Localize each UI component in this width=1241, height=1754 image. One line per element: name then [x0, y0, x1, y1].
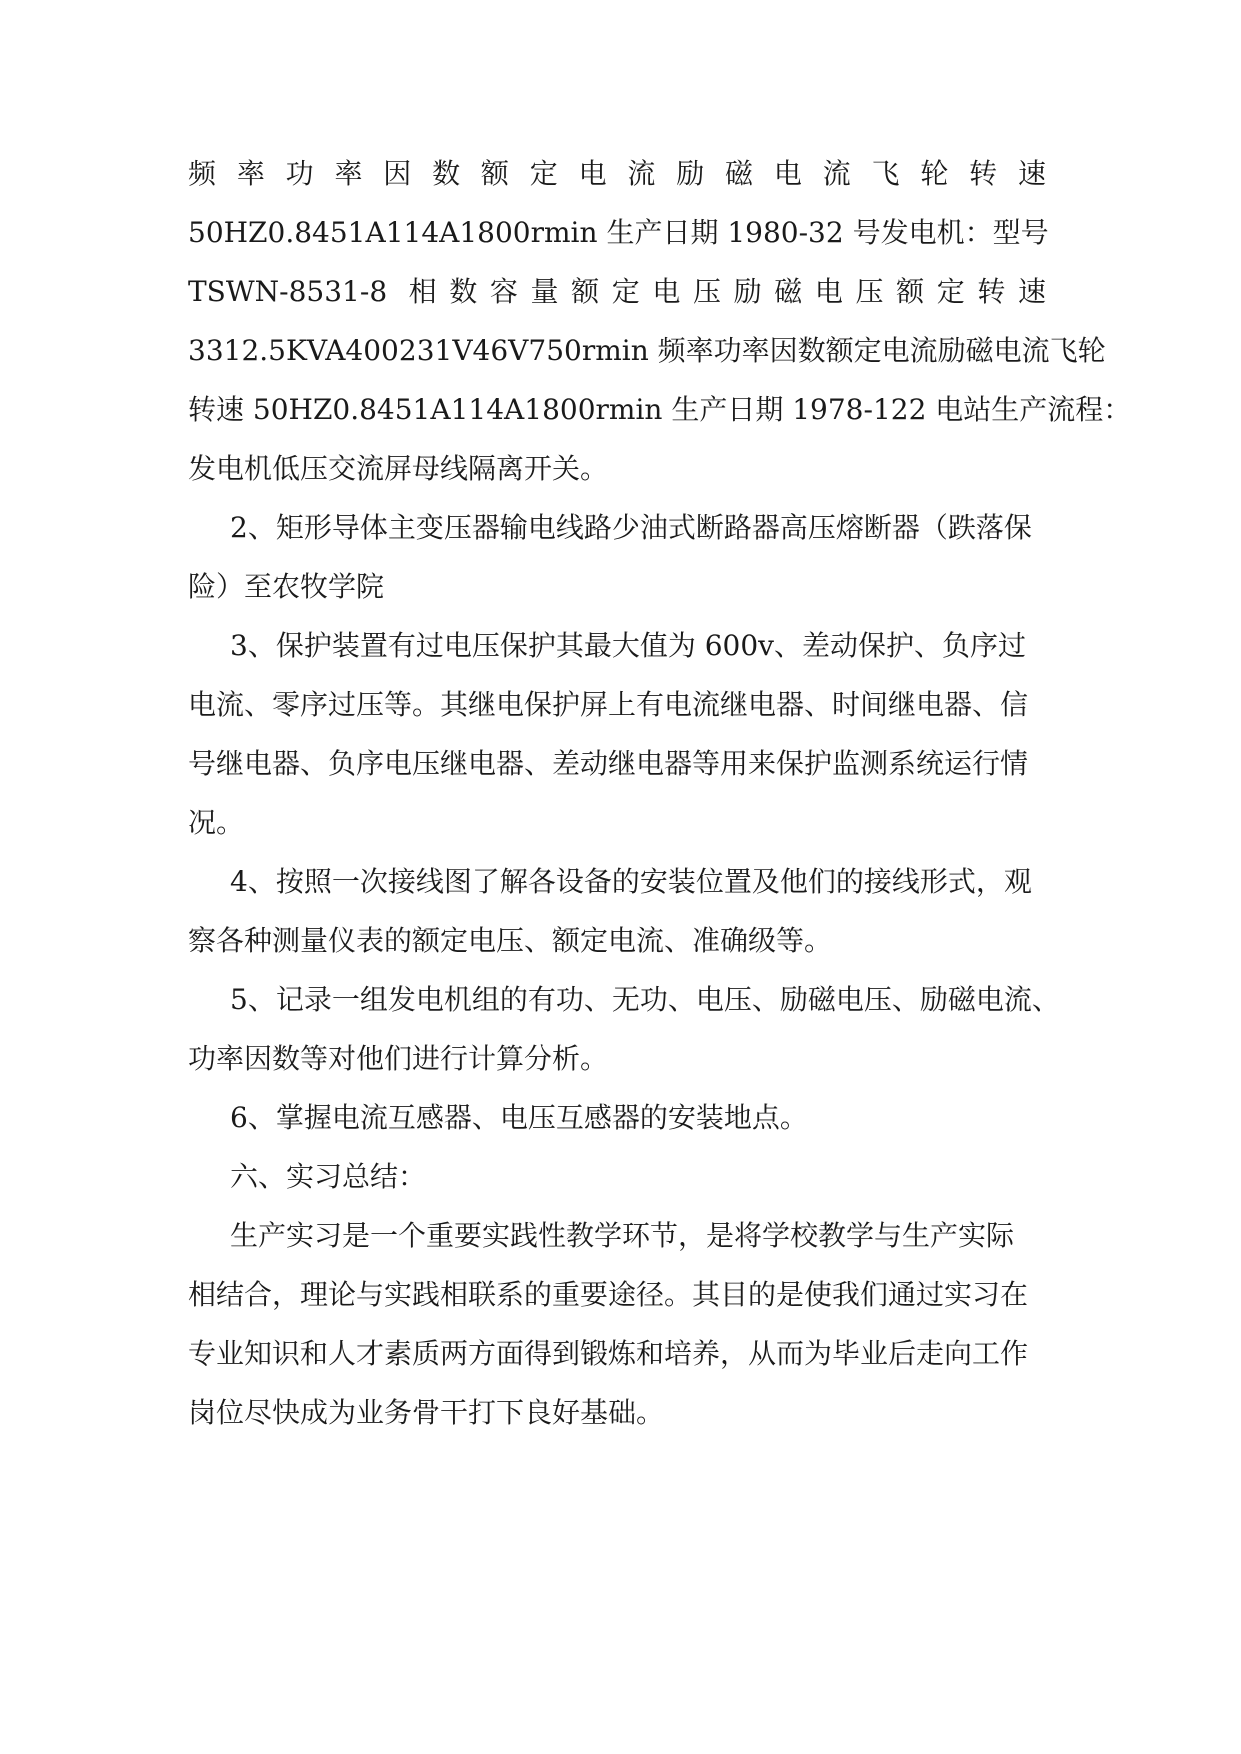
- text-line: 50HZ0.8451A114A1800rmin 生产日期 1980-32 号发电机：型号: [188, 216, 1049, 249]
- document-body: [188, 157, 1132, 1458]
- section-heading-summary: [188, 1160, 1068, 1222]
- section-heading: 六、实习总结：: [230, 1160, 427, 1193]
- text-line: 相结合，理论与实践相联系的重要途径。其目的是使我们通过实习在: [188, 1278, 1029, 1311]
- paragraph-summary: [188, 1219, 1068, 1458]
- text-line: 转速 50HZ0.8451A114A1800rmin 生产日期 1978-122 电站生产流程：: [188, 393, 1132, 426]
- text-line: 生产实习是一个重要实践性教学环节，是将学校教学与生产实际: [230, 1219, 1015, 1252]
- text-line: 况。: [188, 806, 245, 839]
- text-line: 6、掌握电流互感器、电压互感器的安装地点。: [230, 1101, 808, 1134]
- text-line: 险）至农牧学院: [188, 570, 385, 603]
- paragraph-item-6: [188, 1101, 1068, 1163]
- text-line: 功率因数等对他们进行计算分析。: [188, 1042, 609, 1075]
- text-line: 专业知识和人才素质两方面得到锻炼和培养，从而为毕业后走向工作: [188, 1337, 1029, 1370]
- text-line: 3312.5KVA400231V46V750rmin 频率功率因数额定电流励磁电流飞轮: [188, 334, 1106, 367]
- text-line: 察各种测量仪表的额定电压、额定电流、准确级等。: [188, 924, 833, 957]
- text-line: 频率功率因数额定电流励磁电流飞轮转速: [188, 157, 1046, 190]
- text-line: 5、记录一组发电机组的有功、无功、电压、励磁电压、励磁电流、: [230, 983, 1060, 1016]
- text-line: 电流、零序过压等。其继电保护屏上有电流继电器、时间继电器、信: [188, 688, 1029, 721]
- paragraph-generator-specs: [188, 157, 1132, 514]
- text-line: 3、保护装置有过电压保护其最大值为 600v、差动保护、负序过: [230, 629, 1026, 662]
- text-line: 岗位尽快成为业务骨干打下良好基础。: [188, 1396, 665, 1429]
- text-line: 号继电器、负序电压继电器、差动继电器等用来保护监测系统运行情: [188, 747, 1029, 780]
- text-line: 2、矩形导体主变压器输电线路少油式断路器高压熔断器（跌落保: [230, 511, 1032, 544]
- paragraph-item-2: [188, 511, 1068, 632]
- text-line: 4、按照一次接线图了解各设备的安装位置及他们的接线形式，观: [230, 865, 1032, 898]
- text-line: 发电机低压交流屏母线隔离开关。: [188, 452, 609, 485]
- text-line: TSWN-8531-8 相数容量额定电压励磁电压额定转速: [188, 275, 1046, 308]
- paragraph-item-5: [188, 983, 1068, 1104]
- paragraph-item-4: [188, 865, 1068, 986]
- paragraph-item-3: [188, 629, 1068, 868]
